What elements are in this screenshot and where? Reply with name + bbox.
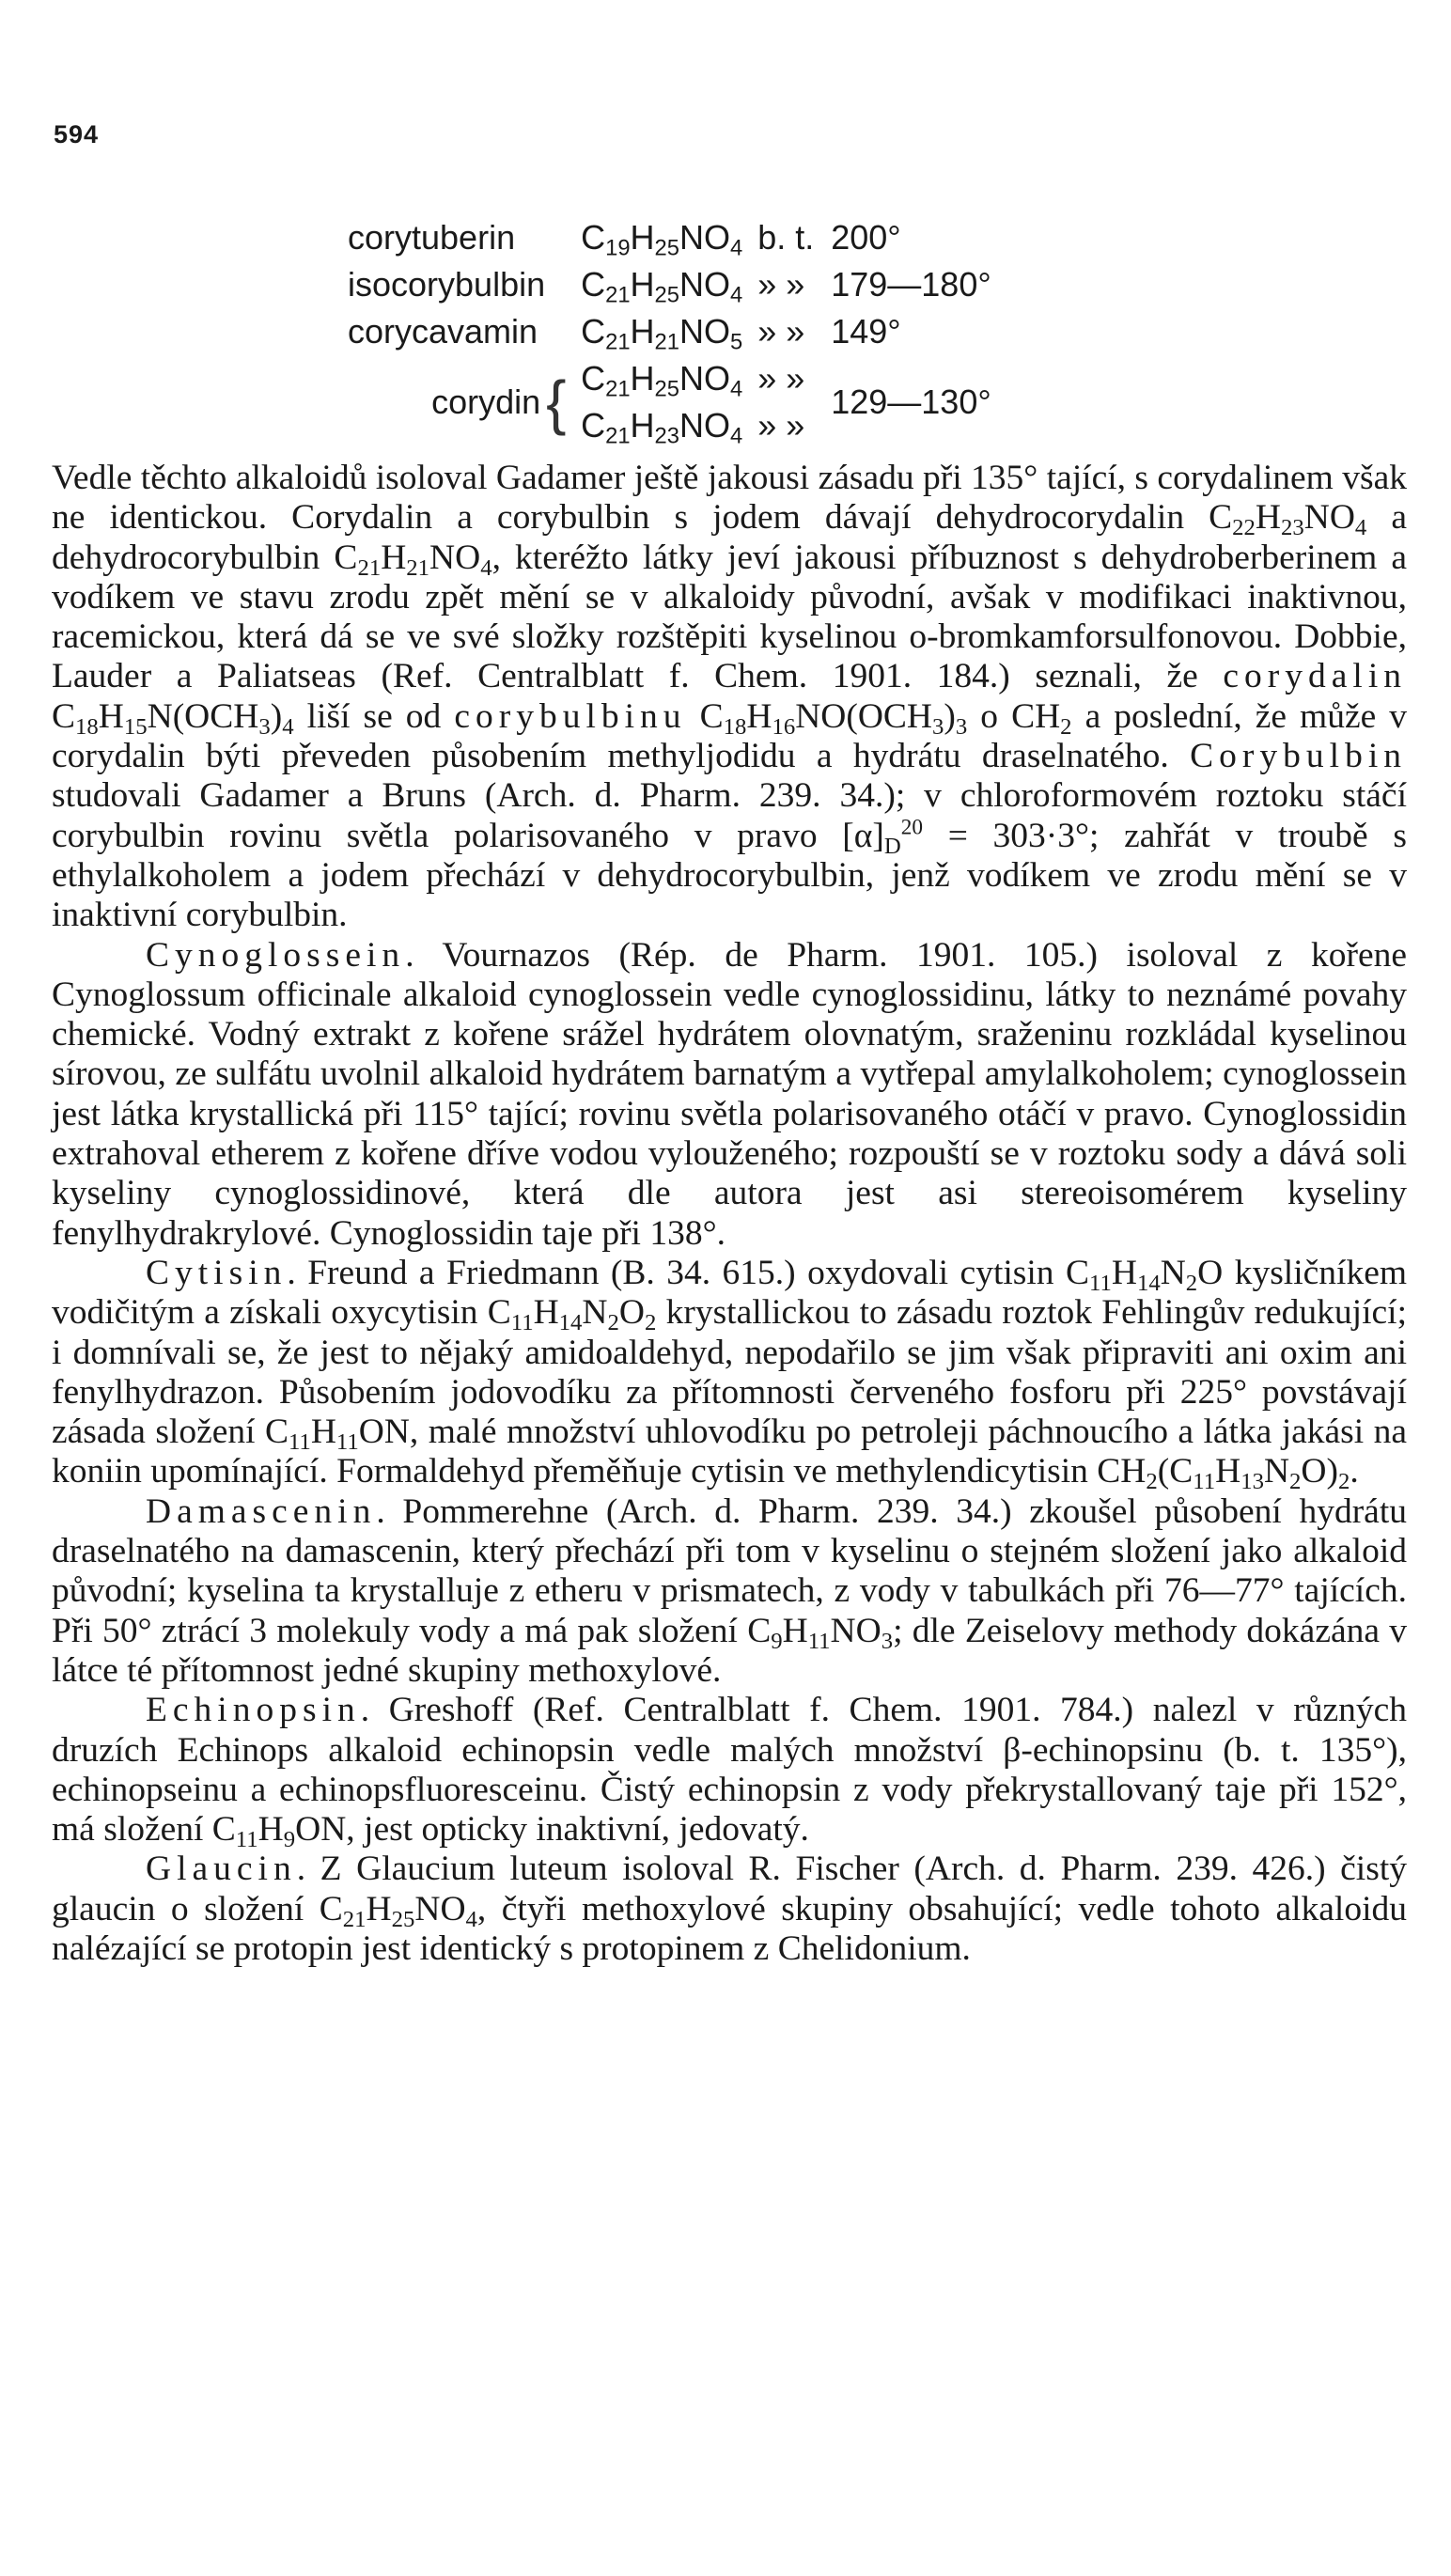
alkaloid-formula: $C_{21}H_{25}NO_4$ [581,359,743,402]
paragraph: Glaucin. Z Glaucium luteum isoloval R. Fischer (Arch. d. Pharm. 239. 426.) čistý glaucin o složení $C_{21}H_{25}NO_4$, čtyři methoxylové skupiny obsahující; vedle tohoto alkaloidu nalézající se protopin jest identický s protopinem z Chelidonium. [52,1850,1407,1968]
body-text [52,459,1407,1969]
alkaloid-name: corytuberin [348,218,516,257]
melting-label: » » [757,406,805,445]
melting-label: » » [757,312,805,351]
alkaloid-formula: $C_{21}H_{23}NO_4$ [581,406,743,449]
paragraph: Vedle těchto alkaloidů isoloval Gadamer ještě jakousi zásadu při 135° tající, s corydalinem však ne identickou. Corydalin a corybulbin s jodem dávají dehydrocorydalin $C_{22}H_{23}NO_4$ a dehydrocorybulbin $C_{21}H_{21}NO_4$, kteréžto látky jeví jakousi příbuznost s dehydroberberinem a vodíkem ve stavu zrodu zpět mění se v alkaloidy původní, avšak v modifikaci inaktivnou, racemickou, která dá se ve své složky rozštěpiti kyselinou o-bromkamforsulfonovou. Dobbie, Lauder a Paliatseas (Ref. Centralblatt f. Chem. 1901. 184.) seznali, že corydalin $C_{18}H_{15}N(OCH_3)_4$ liší se od corybulbinu $C_{18}H_{16}NO(OCH_3)_3$ o $CH_2$ a poslední, že může v corydalin býti převeden působením methyljodidu a hydrátu draselnatého. Corybulbin studovali Gadamer a Bruns (Arch. d. Pharm. 239. 34.); v chloroformovém roztoku stáčí corybulbin rovinu světla polarisovaného v pravo $[\alpha]_D^{20} = 303\cdot 3^\circ$; zahřát v troubě s ethylalkoholem a jodem přechází v dehydrocorybulbin, jenž vodíkem ve zrodu mění se v inaktivní corybulbin. [52,459,1408,935]
melting-label: » » [757,359,805,398]
alkaloid-formula: $C_{19}H_{25}NO_4$ [581,218,743,261]
table-row [348,355,991,402]
paragraph: Damascenin. Pommerehne (Arch. d. Pharm. 239. 34.) zkoušel působení hydrátu draselnatého na damascenin, který přechází při tom v kyselinu o stejném složení jako alkaloid původní; kyselina ta krystalluje z etheru v prismatech, z vody v tabulkách při 76—77° tajících. Při 50° ztrácí 3 molekuly vody a má pak složení $C_9H_{11}NO_3$; dle Zeiselovy methody dokázána v látce té přítomnost jedné skupiny methoxylové. [52,1491,1407,1690]
melting-value: 129—130° [831,382,991,421]
melting-value: 179—180° [831,265,991,304]
table-row [348,261,991,308]
alkaloid-name: corycavamin [348,312,538,351]
alkaloid-name: isocorybulbin [348,265,546,304]
alkaloid-formula: $C_{21}H_{21}NO_5$ [581,312,743,355]
melting-label: b. t. [757,218,815,257]
melting-value: 149° [831,312,901,351]
alkaloid-formula: $C_{21}H_{25}NO_4$ [581,265,743,308]
table-row [348,214,991,261]
table-row [348,308,991,355]
brace-icon: { [546,368,567,436]
page-number: 594 [54,120,100,148]
alkaloid-name: corydin [431,382,541,421]
paragraph: Echinopsin. Greshoff (Ref. Centralblatt f. Chem. 1901. 784.) nalezl v různých druzích Echinops alkaloid echinopsin vedle malých množství β-echinopsinu (b. t. 135°), echinopseinu a echinopsfluoresceinu. Čistý echinopsin z vody překrystallovaný taje při 152°, má složení $C_{11}H_9ON$, jest opticky inaktivní, jedovatý. [52,1691,1407,1853]
alkaloid-table [348,214,991,449]
paragraph: Cynoglossein. Vournazos (Rép. de Pharm. 1901. 105.) isoloval z kořene Cynoglossum officinale alkaloid cynoglossein vedle cynoglossidinu, látky to neznámé povahy chemické. Vodný extrakt z kořene srážel hydrátem olovnatým, sraženinu rozkládal kyselinou sírovou, ze sulfátu uvolnil alkaloid hydrátem barnatým a vytřepal amylalkoholem; cynoglossein jest látka krystallická při 115° tající; rovinu světla polarisovaného otáčí v pravo. Cynoglossidin extrahoval etherem z kořene dříve vodou vylouženého; rozpouští se v roztoku sody a dává soli kyseliny cynoglossidinové, která dle autora jest asi stereoisomérem kyseliny fenylhydrakrylové. Cynoglossidin taje při 138°. [52,935,1407,1253]
melting-value: 200° [831,218,901,257]
melting-label: » » [757,265,805,304]
paragraph: Cytisin. Freund a Friedmann (B. 34. 615.) oxydovali cytisin $C_{11}H_{14}N_2O$ kysličníkem vodičitým a získali oxycytisin $C_{11}H_{14}N_2O_2$ krystallickou to zásadu roztok Fehlingův redukující; i domnívali se, že jest to nějaký amidoaldehyd, nepodařilo se jim však připraviti ani oxim ani fenylhydrazon. Působením jodovodíku za přítomnosti červeného fosforu při 225° povstávají zásada složení $C_{11}H_{11}ON$, malé množství uhlovodíku po petroleji páchnoucího a látka jakási na koniin upomínající. Formaldehyd přeměňuje cytisin ve methylendicytisin $CH_2(C_{11}H_{13}N_2O)_2$. [52,1253,1408,1495]
